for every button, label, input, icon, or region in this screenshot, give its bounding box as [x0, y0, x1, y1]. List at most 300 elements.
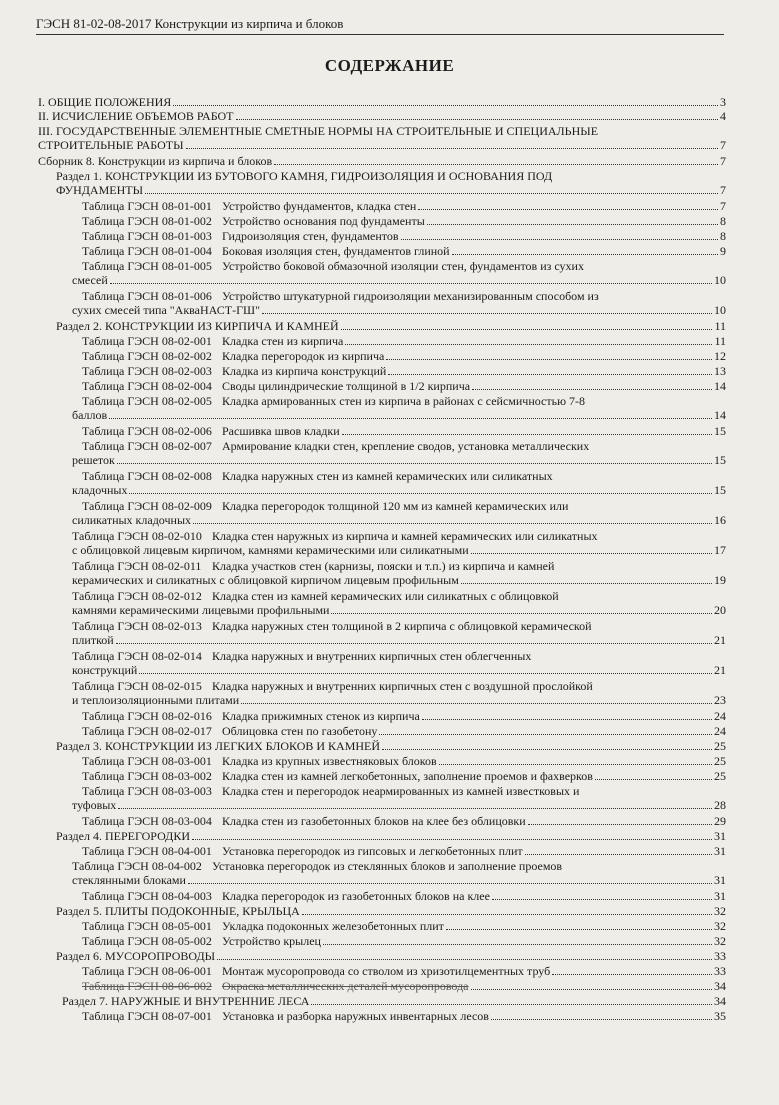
toc-table-entry[interactable]	[82, 364, 726, 378]
toc-entry-line	[82, 499, 726, 513]
toc-entry-line	[82, 364, 726, 378]
toc-entry-line	[82, 244, 726, 258]
toc-entry-text: Установка перегородок из стеклянных блоков и заполнение проемов	[212, 859, 563, 873]
page-title: СОДЕРЖАНИЕ	[324, 56, 455, 75]
toc-page-number: 31	[714, 829, 726, 843]
toc-table-code: Таблица ГЭСН 08-07-001	[82, 1009, 212, 1023]
toc-table-code: Таблица ГЭСН 08-03-001	[82, 754, 212, 768]
toc-entry-text: плиткой	[72, 633, 114, 647]
toc-page-number: 31	[714, 873, 726, 887]
toc-entry-line	[82, 844, 726, 858]
toc-entry-text: стеклянными блоками	[72, 873, 186, 887]
toc-entry-line	[72, 603, 726, 617]
toc-page-number: 7	[720, 154, 726, 168]
toc-leader-dots	[427, 214, 718, 225]
toc-table-entry[interactable]	[72, 649, 726, 677]
toc-entry-line	[72, 303, 726, 317]
toc-page-number: 28	[714, 798, 726, 812]
toc-leader-dots	[118, 798, 712, 809]
toc-entry-line	[72, 649, 726, 663]
toc-page-number: 20	[714, 603, 726, 617]
toc-table-code: Таблица ГЭСН 08-02-008	[82, 469, 212, 483]
toc-entry-text: Устройство фундаментов, кладка стен	[222, 199, 417, 213]
toc-table-entry[interactable]	[72, 619, 726, 647]
toc-page-number: 23	[714, 693, 726, 707]
toc-page-number: 21	[714, 633, 726, 647]
toc-entry-text: Облицовка стен по газобетону	[222, 724, 378, 738]
toc-table-code: Таблица ГЭСН 08-03-003	[82, 784, 212, 798]
toc-table-code: Таблица ГЭСН 08-03-004	[82, 814, 212, 828]
toc-table-code: Таблица ГЭСН 08-04-002	[72, 859, 202, 873]
header-text: ГЭСН 81-02-08-2017 Конструкции из кирпича и блоков	[36, 16, 344, 31]
toc-page-number: 19	[714, 573, 726, 587]
toc-table-entry[interactable]	[82, 424, 726, 438]
toc-table-code: Таблица ГЭСН 08-05-002	[82, 934, 212, 948]
toc-leader-dots	[595, 769, 712, 780]
toc-leader-dots	[173, 95, 718, 106]
toc-page-number: 35	[714, 1009, 726, 1023]
toc-leader-dots	[341, 319, 713, 330]
toc-entry-line	[82, 814, 726, 828]
toc-leader-dots	[262, 303, 712, 314]
toc-page-number: 15	[714, 453, 726, 467]
toc-entry-line	[72, 573, 726, 587]
toc-entry-line	[72, 513, 726, 527]
toc-page-number: 29	[714, 814, 726, 828]
toc-entry-line	[38, 124, 726, 138]
toc-table-code: Таблица ГЭСН 08-02-003	[82, 364, 212, 378]
toc-leader-dots	[552, 964, 712, 975]
toc-entry-text: Кладка прижимных стенок из кирпича	[222, 709, 420, 723]
toc-page-number: 7	[720, 199, 726, 213]
toc-section-entry[interactable]	[38, 124, 726, 152]
toc-table-code: Таблица ГЭСН 08-06-002	[82, 979, 212, 993]
toc-entry-line	[82, 769, 726, 783]
toc-table-entry[interactable]	[82, 349, 726, 363]
toc-page-number: 9	[720, 244, 726, 258]
toc-entry-text: СТРОИТЕЛЬНЫЕ РАБОТЫ	[38, 138, 184, 152]
toc-table-entry[interactable]	[82, 814, 726, 828]
toc-leader-dots	[379, 724, 712, 735]
toc-entry-text: конструкций	[72, 663, 138, 677]
toc-entry-line	[82, 259, 726, 273]
toc-page-number: 25	[714, 754, 726, 768]
toc-entry-text: решеток	[72, 453, 115, 467]
toc-table-entry[interactable]	[82, 214, 726, 228]
toc-entry-text: Раздел 6. МУСОРОПРОВОДЫ	[56, 949, 216, 963]
toc-entry-line	[72, 679, 726, 693]
toc-leader-dots	[116, 633, 712, 644]
toc-section-entry[interactable]	[56, 829, 726, 843]
toc-leader-dots	[418, 199, 718, 210]
toc-entry-line	[82, 934, 726, 948]
toc-entry-line	[82, 394, 726, 408]
toc-leader-dots	[472, 379, 712, 390]
toc-entry-text: Кладка наружных и внутренних кирпичных стен с воздушной прослойкой	[212, 679, 593, 693]
toc-entry-text: керамических и силикатных с облицовкой кирпичом лицевым профильным	[72, 573, 459, 587]
toc-table-code: Таблица ГЭСН 08-01-001	[82, 199, 212, 213]
toc-leader-dots	[386, 349, 712, 360]
toc-entry-text: I. ОБЩИЕ ПОЛОЖЕНИЯ	[38, 95, 172, 109]
toc-entry-text: Армирование кладки стен, крепление сводов, установка металлических	[222, 439, 590, 453]
toc-entry-text: Кладка перегородок из газобетонных блоков на клее	[222, 889, 490, 903]
toc-entry-line	[82, 784, 726, 798]
toc-entry-line	[82, 214, 726, 228]
toc-entry-text: силикатных кладочных	[72, 513, 192, 527]
toc-leader-dots	[422, 709, 712, 720]
toc-table-code: Таблица ГЭСН 08-02-015	[72, 679, 202, 693]
toc-entry-text: с облицовкой лицевым кирпичом, камнями керамическими или силикатными	[72, 543, 469, 557]
running-header	[36, 16, 724, 35]
toc-table-code: Таблица ГЭСН 08-02-004	[82, 379, 212, 393]
toc-entry-text: Устройство основания под фундаменты	[222, 214, 425, 228]
toc-leader-dots	[331, 603, 712, 614]
toc-leader-dots	[323, 934, 712, 945]
toc-table-code: Таблица ГЭСН 08-02-013	[72, 619, 202, 633]
toc-entry-text: Установка и разборка наружных инвентарных лесов	[222, 1009, 489, 1023]
toc-page-number: 3	[720, 95, 726, 109]
toc-table-entry[interactable]	[82, 334, 726, 348]
toc-page-number: 21	[714, 663, 726, 677]
toc-entry-line	[56, 829, 726, 843]
toc-entry-text: Своды цилиндрические толщиной в 1/2 кирпича	[222, 379, 471, 393]
toc-leader-dots	[382, 739, 712, 750]
toc-table-code: Таблица ГЭСН 08-02-009	[82, 499, 212, 513]
toc-leader-dots	[145, 183, 718, 194]
toc-entry-text: Раздел 3. КОНСТРУКЦИИ ИЗ ЛЕГКИХ БЛОКОВ И КАМНЕЙ	[56, 739, 381, 753]
toc-entry-text: Кладка перегородок толщиной 120 мм из камней керамических или	[222, 499, 569, 513]
toc-entry-text: Кладка стен из газобетонных блоков на клее без облицовки	[222, 814, 526, 828]
toc-entry-text: камнями керамическими лицевыми профильными	[72, 603, 330, 617]
toc-entry-line	[72, 633, 726, 647]
toc-leader-dots	[471, 543, 712, 554]
toc-section-entry[interactable]	[38, 154, 726, 168]
toc-leader-dots	[192, 829, 712, 840]
toc-entry-line	[72, 859, 726, 873]
toc-leader-dots	[110, 273, 712, 284]
toc-leader-dots	[188, 873, 712, 884]
toc-page-number: 7	[720, 138, 726, 152]
toc-table-entry[interactable]	[82, 229, 726, 243]
toc-leader-dots	[492, 889, 712, 900]
toc-page-number: 10	[714, 273, 726, 287]
toc-entry-text: Кладка стен из камней легкобетонных, заполнение проемов и фахверков	[222, 769, 593, 783]
toc-table-code: Таблица ГЭСН 08-06-001	[82, 964, 212, 978]
toc-leader-dots	[401, 229, 718, 240]
toc-entry-line	[56, 949, 726, 963]
toc-page-number: 24	[714, 709, 726, 723]
toc-page-number: 32	[714, 904, 726, 918]
toc-page-number: 16	[714, 513, 726, 527]
toc-entry-text: кладочных	[72, 483, 128, 497]
toc-section-entry[interactable]	[62, 994, 726, 1008]
toc-entry-text: Раздел 4. ПЕРЕГОРОДКИ	[56, 829, 190, 843]
toc-table-code: Таблица ГЭСН 08-01-002	[82, 214, 212, 228]
toc-table-code: Таблица ГЭСН 08-01-005	[82, 259, 212, 273]
toc-leader-dots	[241, 693, 712, 704]
toc-entry-line	[82, 709, 726, 723]
toc-page-number: 15	[714, 424, 726, 438]
toc-page-number: 24	[714, 724, 726, 738]
toc-table-entry[interactable]	[72, 589, 726, 617]
toc-table-entry[interactable]	[72, 469, 726, 497]
toc-leader-dots	[461, 573, 712, 584]
toc-table-code: Таблица ГЭСН 08-03-002	[82, 769, 212, 783]
toc-entry-line	[72, 543, 726, 557]
toc-leader-dots	[446, 919, 712, 930]
toc-entry-line	[82, 439, 726, 453]
toc-leader-dots	[129, 483, 712, 494]
toc-entry-line	[82, 334, 726, 348]
toc-entry-text: Кладка стен наружных из кирпича и камней керамических или силикатных	[212, 529, 598, 543]
toc-entry-text: Устройство штукатурной гидроизоляции механизированным способом из	[222, 289, 599, 303]
toc-page-number: 34	[714, 994, 726, 1008]
toc-table-entry[interactable]	[72, 499, 726, 527]
toc-page-number: 33	[714, 949, 726, 963]
toc-table-code: Таблица ГЭСН 08-02-017	[82, 724, 212, 738]
toc-section-entry[interactable]	[38, 109, 726, 123]
toc-leader-dots	[491, 1009, 712, 1020]
toc-entry-line	[38, 109, 726, 123]
toc-page-number: 11	[714, 319, 726, 333]
toc-table-code: Таблица ГЭСН 08-01-003	[82, 229, 212, 243]
toc-entry-text: Кладка армированных стен из кирпича в районах с сейсмичностью 7-8	[222, 394, 586, 408]
toc-entry-text: Расшивка швов кладки	[222, 424, 340, 438]
toc-entry-line	[82, 379, 726, 393]
toc-table-code: Таблица ГЭСН 08-01-006	[82, 289, 212, 303]
toc-leader-dots	[345, 334, 712, 345]
toc-entry-line	[72, 453, 726, 467]
toc-entry-line	[72, 873, 726, 887]
toc-leader-dots	[193, 513, 712, 524]
toc-entry-text: Кладка участков стен (карнизы, пояски и т.п.) из кирпича и камней	[212, 559, 555, 573]
toc-leader-dots	[186, 138, 718, 149]
toc-entry-line	[38, 154, 726, 168]
toc-entry-text: Кладка перегородок из кирпича	[222, 349, 385, 363]
toc-entry-text: Кладка стен из камней керамических или силикатных с облицовкой	[212, 589, 559, 603]
toc-entry-text: Установка перегородок из гипсовых и легкобетонных плит	[222, 844, 523, 858]
toc-entry-line	[82, 889, 726, 903]
toc-table-code: Таблица ГЭСН 08-04-003	[82, 889, 212, 903]
toc-page-number: 25	[714, 769, 726, 783]
toc-table-entry[interactable]	[72, 259, 726, 287]
toc-entry-text: Сборник 8. Конструкции из кирпича и блоков	[38, 154, 273, 168]
toc-leader-dots	[528, 814, 712, 825]
toc-table-entry[interactable]	[82, 199, 726, 213]
toc-table-entry[interactable]	[82, 979, 726, 993]
toc-table-entry[interactable]	[72, 289, 726, 317]
toc-table-entry[interactable]	[82, 769, 726, 783]
toc-section-entry[interactable]	[56, 949, 726, 963]
toc-leader-dots	[342, 424, 712, 435]
toc-leader-dots	[274, 154, 718, 165]
toc-entry-text: Монтаж мусоропровода со стволом из хризотилцементных труб	[222, 964, 551, 978]
toc-leader-dots	[525, 844, 712, 855]
toc-entry-line	[82, 424, 726, 438]
toc-entry-line	[72, 273, 726, 287]
toc-table-entry[interactable]	[82, 919, 726, 933]
toc-entry-line	[72, 693, 726, 707]
toc-entry-line	[38, 95, 726, 109]
toc-page-number: 31	[714, 889, 726, 903]
toc-entry-line	[82, 199, 726, 213]
toc-table-code: Таблица ГЭСН 08-02-011	[72, 559, 202, 573]
toc-leader-dots	[302, 904, 712, 915]
toc-entry-line	[82, 964, 726, 978]
toc-entry-text: Гидроизоляция стен, фундаментов	[222, 229, 399, 243]
toc-entry-text: Окраска металлических деталей мусоропровода	[222, 979, 469, 993]
toc-table-entry[interactable]	[72, 439, 726, 467]
toc-table-entry[interactable]	[82, 844, 726, 858]
toc-entry-text: Раздел 5. ПЛИТЫ ПОДОКОННЫЕ, КРЫЛЬЦА	[56, 904, 300, 918]
toc-entry-line	[82, 289, 726, 303]
toc-leader-dots	[236, 109, 718, 120]
toc-entry-line	[82, 229, 726, 243]
toc-table-entry[interactable]	[72, 679, 726, 707]
toc-leader-dots	[311, 994, 712, 1005]
toc-table-entry[interactable]	[72, 859, 726, 887]
toc-entry-text: Раздел 1. КОНСТРУКЦИИ ИЗ БУТОВОГО КАМНЯ, ГИДРОИЗОЛЯЦИЯ И ОСНОВАНИЯ ПОД	[56, 169, 553, 183]
toc-page-number: 4	[720, 109, 726, 123]
toc-page-number: 25	[714, 739, 726, 753]
toc-entry-text: Кладка наружных стен толщиной в 2 кирпича с облицовкой керамической	[212, 619, 592, 633]
toc-section-entry[interactable]	[56, 904, 726, 918]
toc-entry-text: Кладка стен и перегородок неармированных из камней известковых и	[222, 784, 580, 798]
toc-page-number: 33	[714, 964, 726, 978]
toc-entry-text: Кладка стен из кирпича	[222, 334, 344, 348]
toc-entry-line	[82, 919, 726, 933]
toc-table-entry[interactable]	[82, 379, 726, 393]
toc-entry-line	[72, 663, 726, 677]
toc-table-entry[interactable]	[72, 559, 726, 587]
toc-page-number: 8	[720, 229, 726, 243]
toc-entry-line	[56, 183, 726, 197]
toc-entry-line	[56, 169, 726, 183]
toc-table-entry[interactable]	[82, 754, 726, 768]
toc-entry-line	[82, 1009, 726, 1023]
toc-table-entry[interactable]	[82, 934, 726, 948]
toc-leader-dots	[217, 949, 712, 960]
toc-page-number: 32	[714, 919, 726, 933]
toc-table-entry[interactable]	[72, 394, 726, 422]
toc-leader-dots	[117, 453, 712, 464]
toc-table-entry[interactable]	[82, 244, 726, 258]
toc-leader-dots	[388, 364, 712, 375]
toc-entry-line	[56, 319, 726, 333]
toc-table-entry[interactable]	[82, 709, 726, 723]
toc-table-code: Таблица ГЭСН 08-02-005	[82, 394, 212, 408]
toc-entry-text: Устройство боковой обмазочной изоляции стен, фундаментов из сухих	[222, 259, 584, 273]
toc-entry-text: Кладка наружных и внутренних кирпичных стен облегченных	[212, 649, 532, 663]
toc-table-code: Таблица ГЭСН 08-02-001	[82, 334, 212, 348]
toc-leader-dots	[452, 244, 718, 255]
toc-table-code: Таблица ГЭСН 08-02-016	[82, 709, 212, 723]
toc-entry-line	[82, 979, 726, 993]
toc-leader-dots	[109, 408, 712, 419]
toc-entry-line	[82, 754, 726, 768]
toc-entry-text: сухих смесей типа "АкваНАСТ-ГШ"	[72, 303, 261, 317]
toc-entry-line	[72, 798, 726, 812]
toc-page-number: 34	[714, 979, 726, 993]
toc-entry-line	[72, 483, 726, 497]
toc-leader-dots	[471, 979, 712, 990]
toc-table-code: Таблица ГЭСН 08-04-001	[82, 844, 212, 858]
toc-entry-line	[82, 724, 726, 738]
toc-entry-text: Кладка наружных стен из камней керамических или силикатных	[222, 469, 553, 483]
toc-entry-text: Кладка из кирпича конструкций	[222, 364, 387, 378]
toc-section-entry[interactable]	[56, 169, 726, 197]
toc-page-number: 10	[714, 303, 726, 317]
toc-table-code: Таблица ГЭСН 08-02-014	[72, 649, 202, 663]
toc-page-number: 32	[714, 934, 726, 948]
toc-entry-text: баллов	[72, 408, 108, 422]
toc-table-code: Таблица ГЭСН 08-02-010	[72, 529, 202, 543]
toc-entry-text: Кладка из крупных известняковых блоков	[222, 754, 437, 768]
toc-entry-line	[82, 469, 726, 483]
toc-table-entry[interactable]	[82, 889, 726, 903]
toc-page-number: 15	[714, 483, 726, 497]
toc-table-code: Таблица ГЭСН 08-02-006	[82, 424, 212, 438]
toc-entry-line	[72, 619, 726, 633]
toc-table-code: Таблица ГЭСН 08-01-004	[82, 244, 212, 258]
toc-section-entry[interactable]	[38, 95, 726, 109]
toc-table-code: Таблица ГЭСН 08-02-012	[72, 589, 202, 603]
toc-leader-dots	[439, 754, 712, 765]
toc-entry-text: ФУНДАМЕНТЫ	[56, 183, 144, 197]
toc-entry-line	[62, 994, 726, 1008]
toc-page-number: 17	[714, 543, 726, 557]
toc-table-entry[interactable]	[82, 964, 726, 978]
toc-entry-line	[56, 739, 726, 753]
toc-page-number: 12	[714, 349, 726, 363]
toc-entry-text: Раздел 7. НАРУЖНЫЕ И ВНУТРЕННИЕ ЛЕСА	[62, 994, 310, 1008]
toc-table-code: Таблица ГЭСН 08-02-007	[82, 439, 212, 453]
toc-entry-text: туфовых	[72, 798, 117, 812]
toc-page-number: 14	[714, 408, 726, 422]
toc-entry-line	[72, 559, 726, 573]
toc-table-code: Таблица ГЭСН 08-05-001	[82, 919, 212, 933]
toc-page-number: 11	[714, 334, 726, 348]
toc-entry-text: III. ГОСУДАРСТВЕННЫЕ ЭЛЕМЕНТНЫЕ СМЕТНЫЕ НОРМЫ НА СТРОИТЕЛЬНЫЕ И СПЕЦИАЛЬНЫЕ	[38, 124, 599, 138]
toc-section-entry[interactable]	[56, 319, 726, 333]
toc-entry-text: Раздел 2. КОНСТРУКЦИИ ИЗ КИРПИЧА И КАМНЕЙ	[56, 319, 339, 333]
toc-leader-dots	[139, 663, 712, 674]
toc-page-number: 14	[714, 379, 726, 393]
toc-entry-line	[72, 589, 726, 603]
toc-page-number: 31	[714, 844, 726, 858]
toc-entry-line	[72, 408, 726, 422]
toc-page-number: 8	[720, 214, 726, 228]
toc-entry-text: и теплоизоляционными плитами	[72, 693, 240, 707]
toc-section-entry[interactable]	[56, 739, 726, 753]
toc-page-number: 13	[714, 364, 726, 378]
toc-entry-line	[82, 349, 726, 363]
toc-table-entry[interactable]	[72, 529, 726, 557]
toc-entry-line	[72, 529, 726, 543]
toc-table-entry[interactable]	[82, 1009, 726, 1023]
toc-entry-line	[56, 904, 726, 918]
toc-entry-text: смесей	[72, 273, 108, 287]
toc-entry-text: Устройство крылец	[222, 934, 321, 948]
toc-entry-text: Укладка подоконных железобетонных плит	[222, 919, 444, 933]
toc-entry-text: II. ИСЧИСЛЕНИЕ ОБЪЕМОВ РАБОТ	[38, 109, 234, 123]
toc-table-entry[interactable]	[72, 784, 726, 812]
toc-page-number: 7	[720, 183, 726, 197]
toc-table-code: Таблица ГЭСН 08-02-002	[82, 349, 212, 363]
toc-entry-line	[38, 138, 726, 152]
toc-table-entry[interactable]	[82, 724, 726, 738]
toc-entry-text: Боковая изоляция стен, фундаментов глиной	[222, 244, 450, 258]
